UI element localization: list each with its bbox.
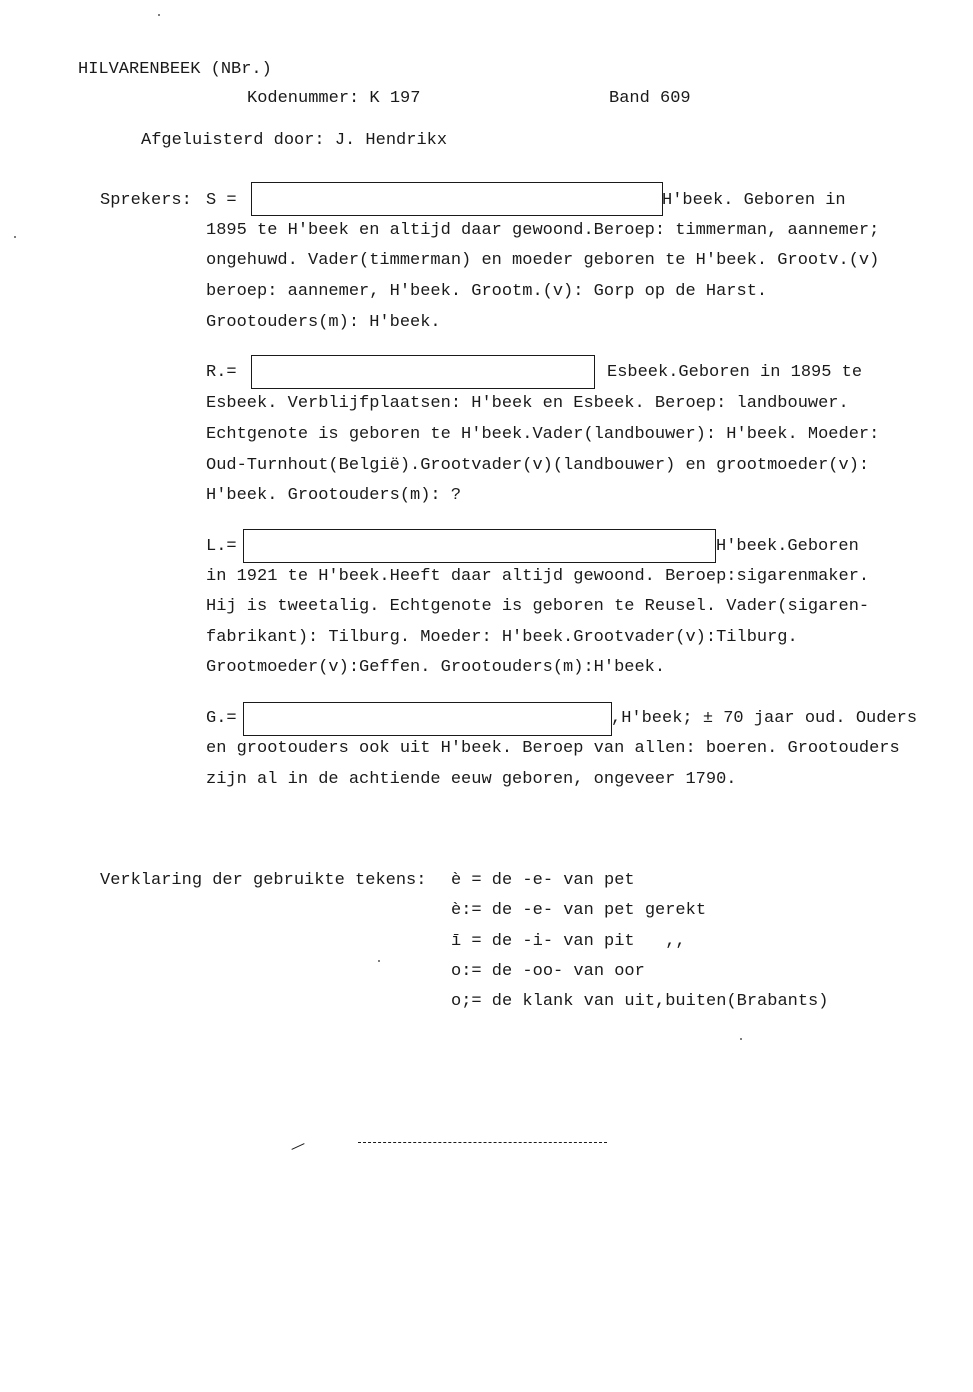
speaker-l-line: Grootmoeder(v):Geffen. Grootouders(m):H'beek. <box>206 658 666 677</box>
speaker-r-line: H'beek. Grootouders(m): ? <box>206 486 462 505</box>
speaker-l-line: in 1921 te H'beek.Heeft daar altijd gewoond. Beroep:sigarenmaker. <box>206 567 870 586</box>
speaker-g-line: ,H'beek; ± 70 jaar oud. Ouders <box>611 709 918 728</box>
speaker-r-prefix: R.= <box>206 363 237 382</box>
legend-item: è = de -e- van pet <box>451 871 635 890</box>
legend-label: Verklaring der gebruikte tekens: <box>100 871 427 890</box>
scan-speck <box>378 960 380 962</box>
scan-speck <box>158 14 160 16</box>
afgeluisterd-door: Afgeluisterd door: J. Hendrikx <box>141 131 448 150</box>
speaker-l-redacted-name-box <box>243 529 716 563</box>
kodenummer: Kodenummer: K 197 <box>247 89 421 108</box>
scan-speck <box>740 1038 742 1040</box>
speaker-l-line: H'beek.Geboren <box>716 537 859 556</box>
speaker-r-line: Esbeek. Verblijfplaatsen: H'beek en Esbeek. Beroep: landbouwer. <box>206 394 849 413</box>
speaker-s-line: beroep: aannemer, H'beek. Grootm.(v): Gorp op de Harst. <box>206 282 768 301</box>
document-place-title: HILVARENBEEK (NBr.) <box>78 60 272 79</box>
speaker-l-line: fabrikant): Tilburg. Moeder: H'beek.Grootvader(v):Tilburg. <box>206 628 798 647</box>
speaker-r-redacted-name-box <box>251 355 595 389</box>
speaker-s-line: 1895 te H'beek en altijd daar gewoond.Beroep: timmerman, aannemer; <box>206 221 880 240</box>
speaker-s-redacted-name-box <box>251 182 663 216</box>
speaker-g-line: zijn al in de achtiende eeuw geboren, ongeveer 1790. <box>206 770 737 789</box>
speaker-s-line: Grootouders(m): H'beek. <box>206 313 441 332</box>
pen-stroke-mark <box>291 1143 304 1150</box>
legend-item: o:= de -oo- van oor <box>451 962 645 981</box>
sprekers-label: Sprekers: <box>100 191 192 210</box>
speaker-r-line: Echtgenote is geboren te H'beek.Vader(landbouwer): H'beek. Moeder: <box>206 425 880 444</box>
speaker-r-line: Esbeek.Geboren in 1895 te <box>607 363 863 382</box>
legend-item: è:= de -e- van pet gerekt <box>451 901 707 920</box>
legend-item: ī = de -i- van pit ,, <box>451 932 686 951</box>
speaker-l-prefix: L.= <box>206 537 237 556</box>
speaker-s-line: H'beek. Geboren in <box>662 191 846 210</box>
closing-dashed-rule <box>358 1142 607 1143</box>
speaker-s-prefix: S = <box>206 191 237 210</box>
legend-item: o;= de klank van uit,buiten(Brabants) <box>451 992 829 1011</box>
speaker-g-redacted-name-box <box>243 702 612 736</box>
speaker-g-line: en grootouders ook uit H'beek. Beroep van allen: boeren. Grootouders <box>206 739 900 758</box>
speaker-l-line: Hij is tweetalig. Echtgenote is geboren te Reusel. Vader(sigaren- <box>206 597 870 616</box>
speaker-g-prefix: G.= <box>206 709 237 728</box>
scan-speck <box>14 236 16 238</box>
band-number: Band 609 <box>609 89 691 108</box>
speaker-r-line: Oud-Turnhout(België).Grootvader(v)(landbouwer) en grootmoeder(v): <box>206 456 870 475</box>
speaker-s-line: ongehuwd. Vader(timmerman) en moeder geboren te H'beek. Grootv.(v) <box>206 251 880 270</box>
